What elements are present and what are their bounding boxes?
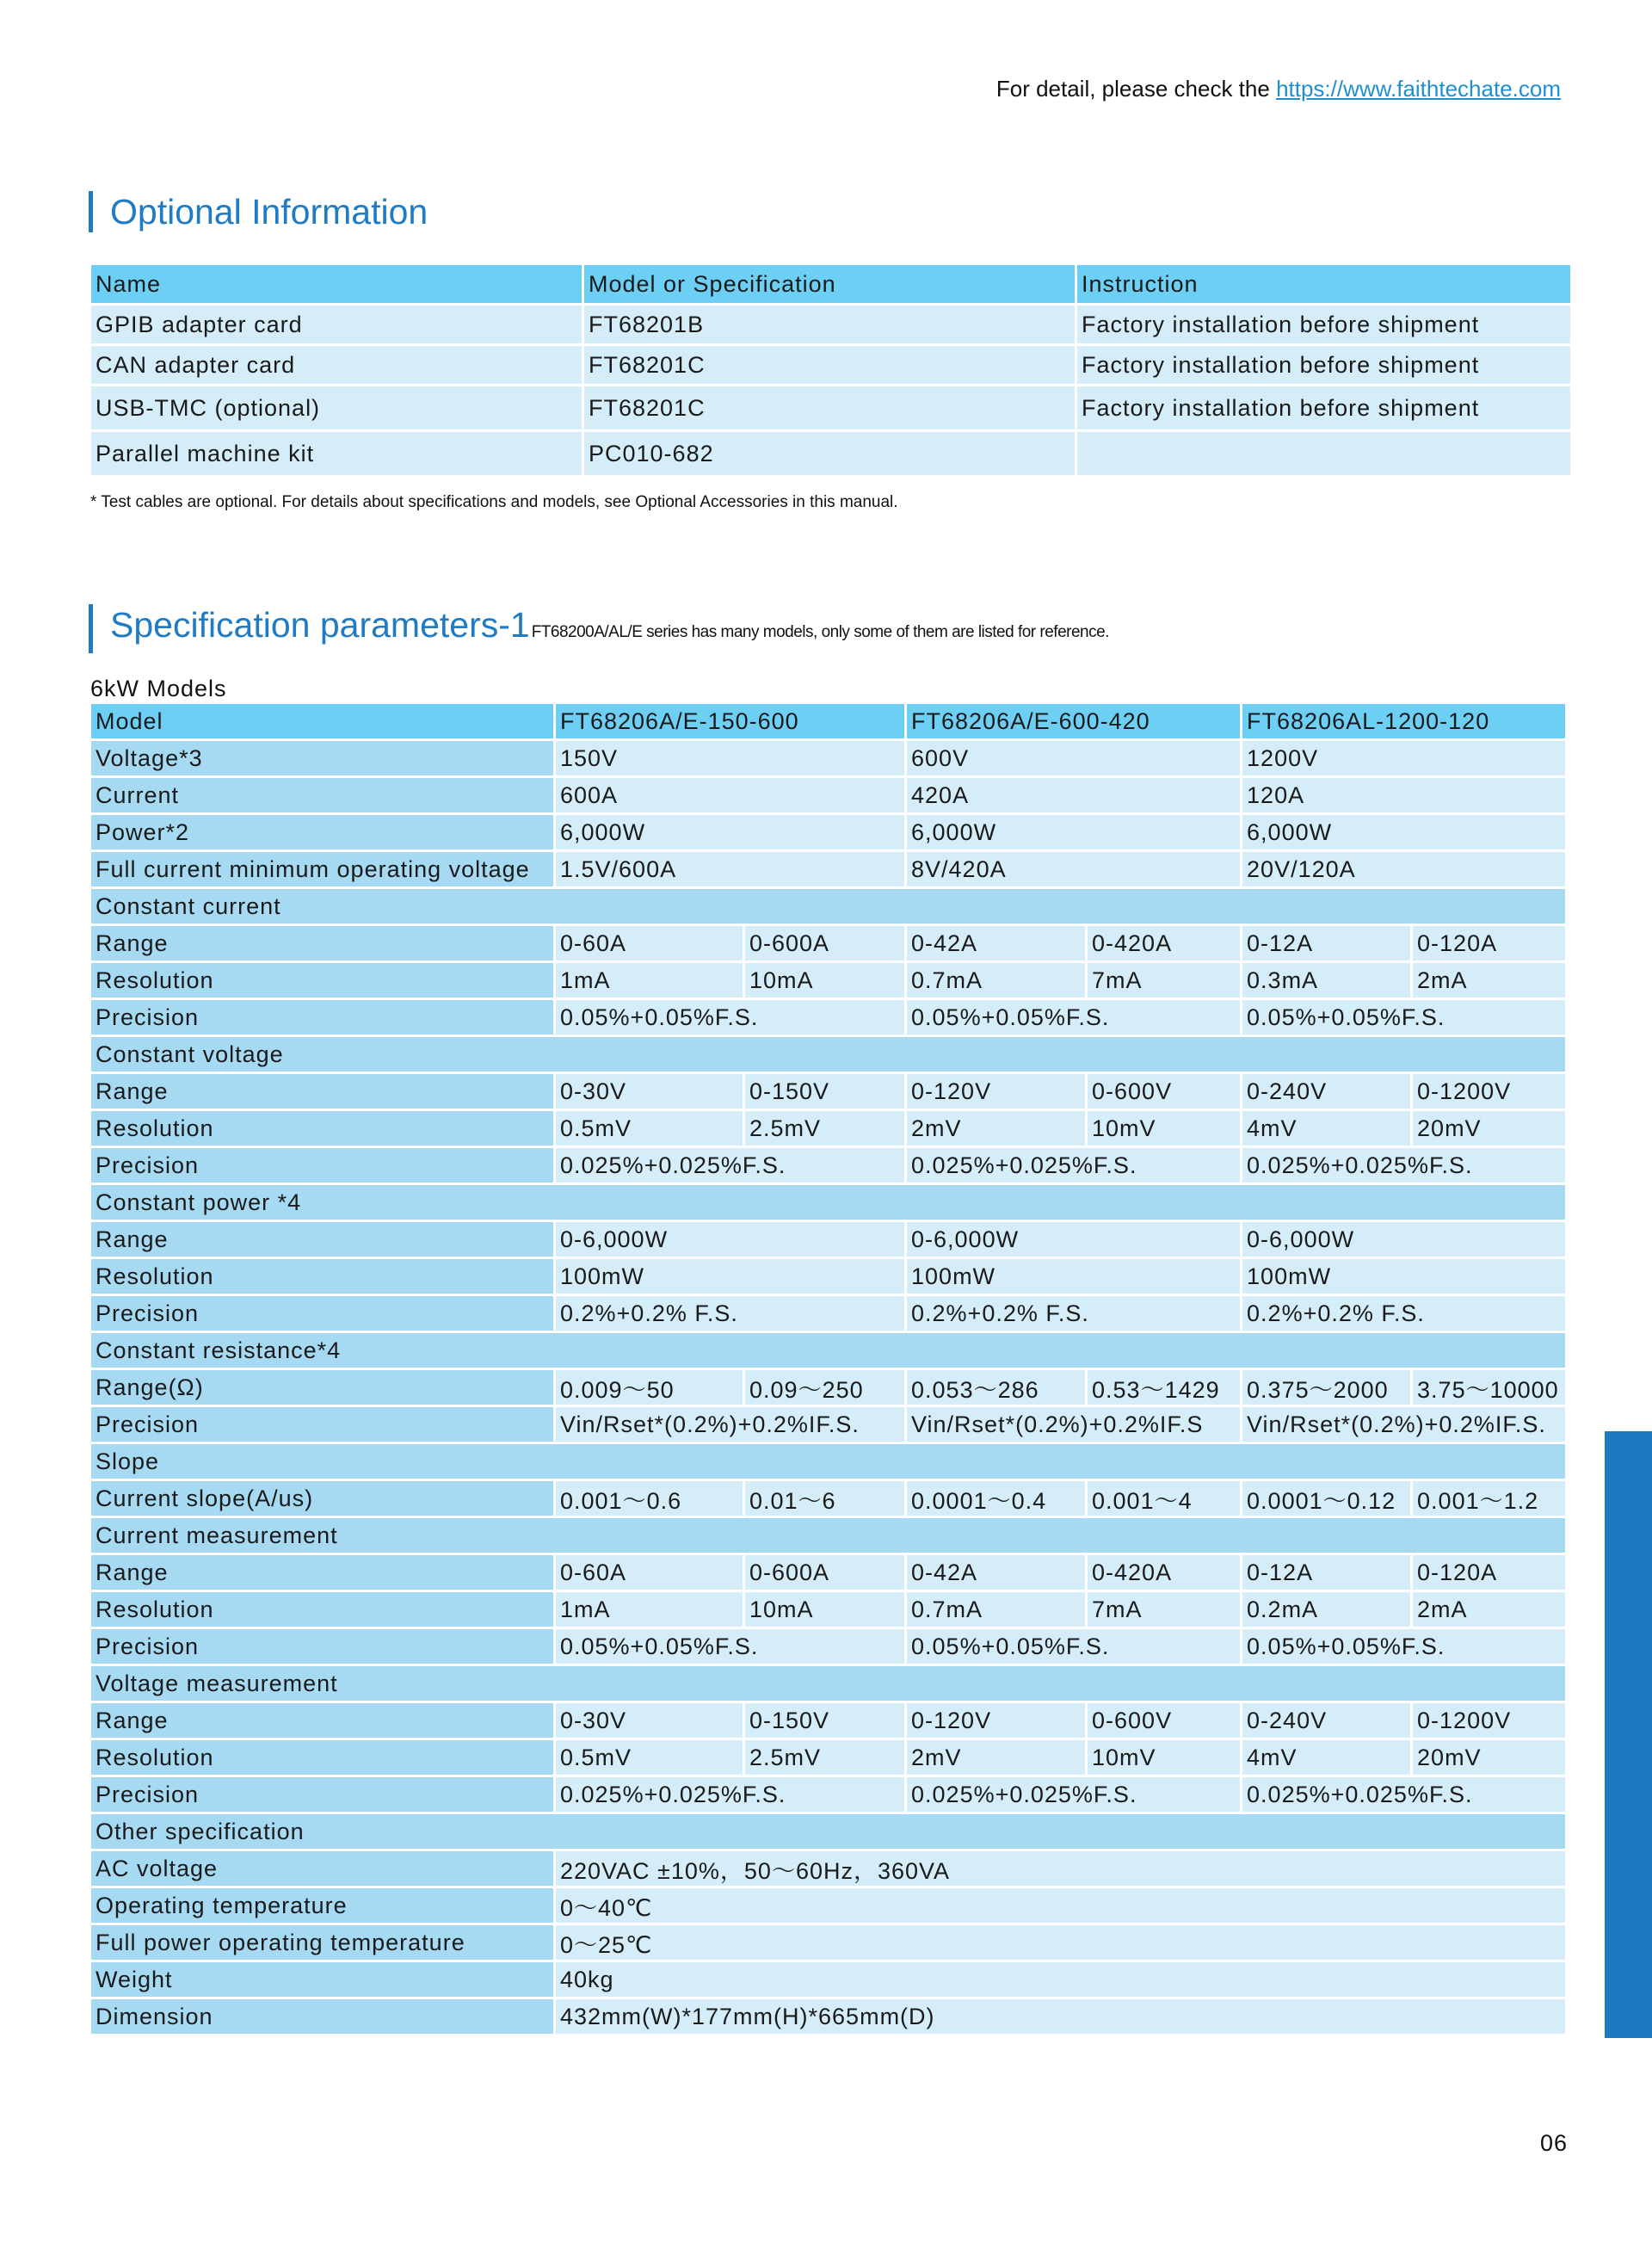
spec-value: 0-600A: [744, 925, 906, 962]
spec-label: Precision: [90, 1406, 555, 1443]
spec-label: Voltage measurement: [90, 1665, 1567, 1702]
spec-row: [90, 1628, 1567, 1665]
optional-info-table: [89, 262, 1573, 478]
spec-value: 0.025%+0.025%F.S.: [1242, 1776, 1567, 1813]
spec-row: [90, 999, 1567, 1036]
model-header-row: [90, 703, 1567, 740]
spec-row: [90, 1850, 1567, 1887]
column-header: Name: [90, 264, 583, 305]
column-header: Instruction: [1076, 264, 1572, 305]
spec-value: 0-420A: [1087, 925, 1242, 962]
spec-value: 0.05%+0.05%F.S.: [906, 999, 1242, 1036]
spec-value: 100mW: [906, 1258, 1242, 1295]
spec-value: 0.025%+0.025%F.S.: [906, 1776, 1242, 1813]
spec-row: [90, 1702, 1567, 1739]
spec-row: [90, 1147, 1567, 1184]
spec-value: 0.001～1.2: [1412, 1480, 1567, 1517]
spec-value: 0.009～50: [555, 1369, 744, 1406]
spec-value: 10mV: [1087, 1739, 1242, 1776]
spec-value: 600A: [555, 777, 906, 814]
spec-label: Precision: [90, 1147, 555, 1184]
spec-value: 8V/420A: [906, 851, 1242, 888]
table-cell: Parallel machine kit: [90, 431, 583, 477]
spec-value: 0.025%+0.025%F.S.: [1242, 1147, 1567, 1184]
spec-value: 7mA: [1087, 1591, 1242, 1628]
table-row: [90, 345, 1572, 386]
table-header-row: [90, 264, 1572, 305]
spec-value: 0.2%+0.2% F.S.: [555, 1295, 906, 1332]
optional-info-title: [89, 191, 428, 232]
spec-value: 0-600A: [744, 1554, 906, 1591]
header-text: For detail, please check the: [996, 76, 1270, 102]
spec-label: Precision: [90, 999, 555, 1036]
spec-value: 0-120V: [906, 1702, 1087, 1739]
spec-row: [90, 740, 1567, 777]
spec-row: [90, 1258, 1567, 1295]
spec-value: 0.05%+0.05%F.S.: [906, 1628, 1242, 1665]
spec-label: Current slope(A/us): [90, 1480, 555, 1517]
spec-value: 0-1200V: [1412, 1073, 1567, 1110]
spec-label: Constant voltage: [90, 1036, 1567, 1073]
table-cell: CAN adapter card: [90, 345, 583, 386]
spec-label: Model: [90, 703, 555, 740]
optional-info-heading: Optional Information: [110, 192, 428, 232]
spec-label: Range: [90, 1702, 555, 1739]
spec-value: 2.5mV: [744, 1110, 906, 1147]
spec-label: Other specification: [90, 1813, 1567, 1850]
spec-value: 1mA: [555, 1591, 744, 1628]
spec-value: 0-150V: [744, 1073, 906, 1110]
spec-value: FT68206AL-1200-120: [1242, 703, 1567, 740]
spec-row: [90, 1406, 1567, 1443]
group-row: [90, 888, 1567, 925]
spec-value: 0-6,000W: [1242, 1221, 1567, 1258]
group-row: [90, 1665, 1567, 1702]
spec-value: 0.025%+0.025%F.S.: [906, 1147, 1242, 1184]
spec-label: Constant resistance*4: [90, 1332, 1567, 1369]
group-row: [90, 1036, 1567, 1073]
spec-value: 600V: [906, 740, 1242, 777]
spec-value: 120A: [1242, 777, 1567, 814]
table-row: [90, 431, 1572, 477]
spec-label: Range: [90, 1221, 555, 1258]
page-number: 06: [1539, 2130, 1568, 2156]
spec-value: 0-1200V: [1412, 1702, 1567, 1739]
table-cell: FT68201C: [583, 386, 1076, 431]
table-cell: Factory installation before shipment: [1076, 345, 1572, 386]
spec-value: 0-42A: [906, 925, 1087, 962]
spec-value: 0.0001～0.12: [1242, 1480, 1412, 1517]
spec-value: 1.5V/600A: [555, 851, 906, 888]
spec-value: 0～40℃: [555, 1887, 1567, 1924]
table-cell: Factory installation before shipment: [1076, 386, 1572, 431]
spec-value: 2mV: [906, 1110, 1087, 1147]
spec-value: Vin/Rset*(0.2%)+0.2%IF.S.: [1242, 1406, 1567, 1443]
spec-label: Constant power *4: [90, 1184, 1567, 1221]
spec-value: 0-240V: [1242, 1073, 1412, 1110]
spec-value: 0-6,000W: [906, 1221, 1242, 1258]
spec-label: Range: [90, 1073, 555, 1110]
spec-value: 0.2%+0.2% F.S.: [906, 1295, 1242, 1332]
table-cell: FT68201B: [583, 305, 1076, 345]
spec-value: 0-30V: [555, 1702, 744, 1739]
models-label: 6kW Models: [90, 676, 227, 701]
spec-heading: Specification parameters-1: [110, 605, 530, 645]
spec-label: AC voltage: [90, 1850, 555, 1887]
spec-value: 0.025%+0.025%F.S.: [555, 1147, 906, 1184]
spec-label: Voltage*3: [90, 740, 555, 777]
table-cell: USB-TMC (optional): [90, 386, 583, 431]
spec-label: Resolution: [90, 1591, 555, 1628]
spec-value: 20mV: [1412, 1110, 1567, 1147]
spec-value: 6,000W: [906, 814, 1242, 851]
spec-value: 0.7mA: [906, 962, 1087, 999]
spec-value: 0.05%+0.05%F.S.: [555, 999, 906, 1036]
table-cell: PC010-682: [583, 431, 1076, 477]
spec-value: 0-30V: [555, 1073, 744, 1110]
optional-note: * Test cables are optional. For details about specifications and models, see Optional Accessories in this manual.: [90, 493, 898, 511]
spec-value: 0-12A: [1242, 1554, 1412, 1591]
spec-label: Full power operating temperature: [90, 1924, 555, 1961]
spec-value: 0.09～250: [744, 1369, 906, 1406]
spec-label: Precision: [90, 1776, 555, 1813]
spec-row: [90, 1961, 1567, 1998]
spec-row: [90, 1924, 1567, 1961]
spec-row: [90, 1739, 1567, 1776]
spec-value: 0-42A: [906, 1554, 1087, 1591]
spec-label: Weight: [90, 1961, 555, 1998]
group-row: [90, 1813, 1567, 1850]
spec-value: 0-12A: [1242, 925, 1412, 962]
group-row: [90, 1332, 1567, 1369]
spec-label: Current: [90, 777, 555, 814]
spec-row: [90, 1073, 1567, 1110]
spec-value: 420A: [906, 777, 1242, 814]
spec-label: Resolution: [90, 1110, 555, 1147]
spec-value: Vin/Rset*(0.2%)+0.2%IF.S: [906, 1406, 1242, 1443]
table-cell: Factory installation before shipment: [1076, 305, 1572, 345]
spec-value: 432mm(W)*177mm(H)*665mm(D): [555, 1998, 1567, 2035]
spec-value: FT68206A/E-600-420: [906, 703, 1242, 740]
spec-row: [90, 925, 1567, 962]
spec-value: 0.5mV: [555, 1739, 744, 1776]
column-header: Model or Specification: [583, 264, 1076, 305]
spec-row: [90, 1110, 1567, 1147]
spec-value: 0.001～4: [1087, 1480, 1242, 1517]
group-row: [90, 1517, 1567, 1554]
spec-row: [90, 1221, 1567, 1258]
spec-label: Range: [90, 925, 555, 962]
spec-value: Vin/Rset*(0.2%)+0.2%IF.S.: [555, 1406, 906, 1443]
spec-label: Constant current: [90, 888, 1567, 925]
spec-value: 100mW: [555, 1258, 906, 1295]
spec-value: 0.5mV: [555, 1110, 744, 1147]
spec-value: 0-120V: [906, 1073, 1087, 1110]
spec-value: 0-120A: [1412, 1554, 1567, 1591]
spec-value: 4mV: [1242, 1739, 1412, 1776]
spec-row: [90, 814, 1567, 851]
spec-value: 2mA: [1412, 962, 1567, 999]
spec-label: Resolution: [90, 962, 555, 999]
spec-value: 0.53～1429: [1087, 1369, 1242, 1406]
spec-value: 10mA: [744, 1591, 906, 1628]
spec-value: 6,000W: [1242, 814, 1567, 851]
website-link[interactable]: https://www.faithtechate.com: [1276, 76, 1561, 102]
spec-label: Precision: [90, 1628, 555, 1665]
spec-value: 0-600V: [1087, 1702, 1242, 1739]
spec-value: 0.05%+0.05%F.S.: [555, 1628, 906, 1665]
spec-label: Power*2: [90, 814, 555, 851]
spec-value: 0-60A: [555, 1554, 744, 1591]
spec-value: 2mA: [1412, 1591, 1567, 1628]
spec-value: 0.3mA: [1242, 962, 1412, 999]
table-row: [90, 305, 1572, 345]
spec-label: Dimension: [90, 1998, 555, 2035]
spec-label: Range(Ω): [90, 1369, 555, 1406]
spec-value: 4mV: [1242, 1110, 1412, 1147]
spec-value: 0.05%+0.05%F.S.: [1242, 999, 1567, 1036]
spec-title: [89, 604, 1109, 653]
spec-value: 0.001～0.6: [555, 1480, 744, 1517]
group-row: [90, 1184, 1567, 1221]
spec-value: 10mV: [1087, 1110, 1242, 1147]
spec-value: 0.05%+0.05%F.S.: [1242, 1628, 1567, 1665]
spec-value: 0.01～6: [744, 1480, 906, 1517]
spec-row: [90, 1480, 1567, 1517]
spec-value: 0.2mA: [1242, 1591, 1412, 1628]
spec-value: 20mV: [1412, 1739, 1567, 1776]
group-row: [90, 1443, 1567, 1480]
table-row: [90, 386, 1572, 431]
spec-subtitle: FT68200A/AL/E series has many models, only some of them are listed for reference.: [531, 623, 1109, 641]
spec-value: 100mW: [1242, 1258, 1567, 1295]
spec-value: 0-6,000W: [555, 1221, 906, 1258]
spec-value: 1mA: [555, 962, 744, 999]
spec-row: [90, 1776, 1567, 1813]
spec-value: 40kg: [555, 1961, 1567, 1998]
spec-table: [89, 701, 1568, 2036]
table-cell: GPIB adapter card: [90, 305, 583, 345]
table-cell: FT68201C: [583, 345, 1076, 386]
spec-value: 2mV: [906, 1739, 1087, 1776]
spec-label: Range: [90, 1554, 555, 1591]
spec-value: 6,000W: [555, 814, 906, 851]
page-header: [996, 76, 1561, 102]
spec-label: Slope: [90, 1443, 1567, 1480]
spec-row: [90, 1591, 1567, 1628]
spec-value: 0.053～286: [906, 1369, 1087, 1406]
spec-label: Full current minimum operating voltage: [90, 851, 555, 888]
spec-row: [90, 1998, 1567, 2035]
spec-value: 1200V: [1242, 740, 1567, 777]
spec-label: Current measurement: [90, 1517, 1567, 1554]
spec-value: FT68206A/E-150-600: [555, 703, 906, 740]
spec-value: 0.0001～0.4: [906, 1480, 1087, 1517]
spec-row: [90, 1295, 1567, 1332]
spec-value: 0-120A: [1412, 925, 1567, 962]
spec-row: [90, 851, 1567, 888]
spec-label: Resolution: [90, 1739, 555, 1776]
spec-row: [90, 962, 1567, 999]
side-tab-bar: [1605, 1431, 1652, 2038]
spec-value: 220VAC ±10%，50～60Hz，360VA: [555, 1850, 1567, 1887]
spec-value: 10mA: [744, 962, 906, 999]
spec-value: 2.5mV: [744, 1739, 906, 1776]
spec-value: 0-600V: [1087, 1073, 1242, 1110]
spec-row: [90, 1369, 1567, 1406]
table-cell: [1076, 431, 1572, 477]
spec-value: 0.375～2000: [1242, 1369, 1412, 1406]
spec-value: 0.2%+0.2% F.S.: [1242, 1295, 1567, 1332]
spec-label: Resolution: [90, 1258, 555, 1295]
spec-row: [90, 1887, 1567, 1924]
spec-row: [90, 1554, 1567, 1591]
spec-row: [90, 777, 1567, 814]
spec-value: 0.7mA: [906, 1591, 1087, 1628]
spec-value: 0-420A: [1087, 1554, 1242, 1591]
spec-value: 0-150V: [744, 1702, 906, 1739]
spec-value: 3.75～10000: [1412, 1369, 1567, 1406]
spec-value: 7mA: [1087, 962, 1242, 999]
spec-label: Precision: [90, 1295, 555, 1332]
spec-label: Operating temperature: [90, 1887, 555, 1924]
spec-value: 0～25℃: [555, 1924, 1567, 1961]
spec-value: 150V: [555, 740, 906, 777]
spec-value: 0-240V: [1242, 1702, 1412, 1739]
spec-value: 20V/120A: [1242, 851, 1567, 888]
spec-value: 0-60A: [555, 925, 744, 962]
spec-value: 0.025%+0.025%F.S.: [555, 1776, 906, 1813]
